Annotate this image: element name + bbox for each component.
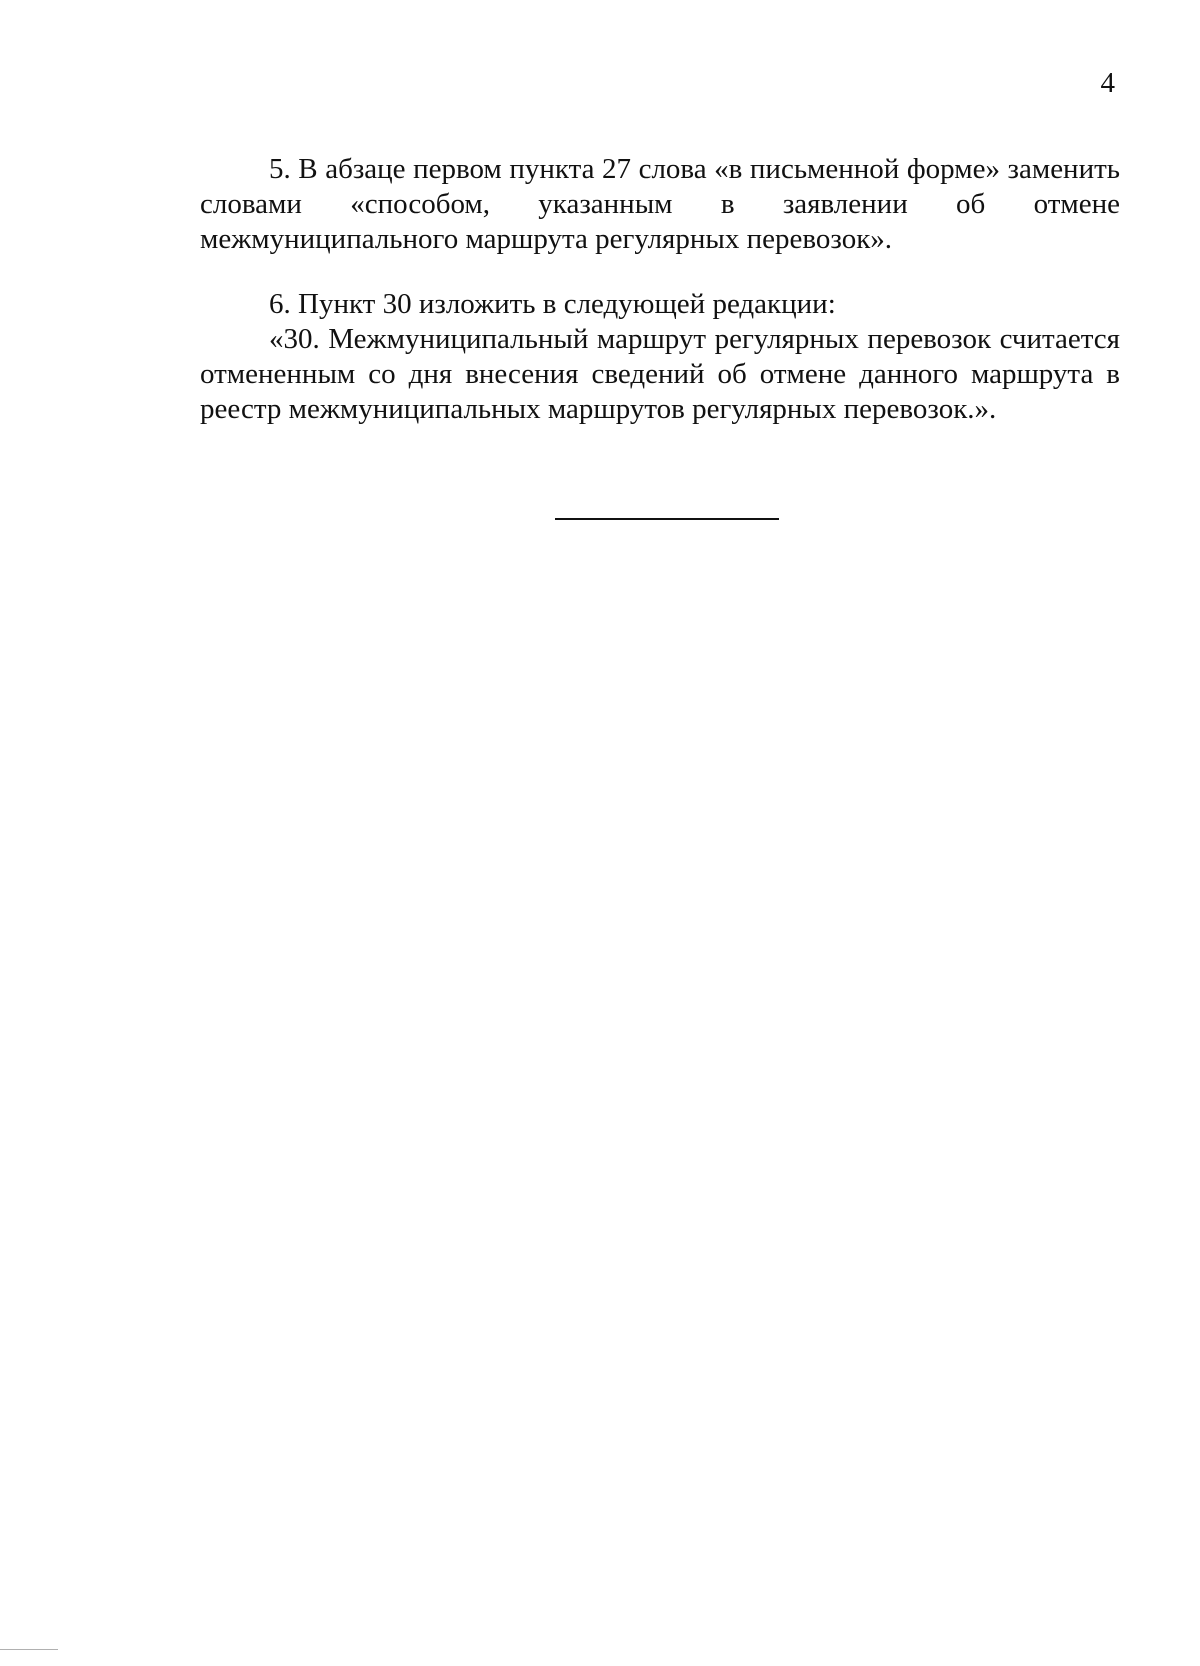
end-of-text-rule	[555, 518, 779, 520]
scan-artifact-line	[0, 1649, 58, 1650]
page-number: 4	[1100, 67, 1115, 99]
paragraph-item-30-quote: «30. Межмуниципальный маршрут регулярных перевозок считается отмененным со дня внесения сведений об отмене данного маршрута в реестр межмуниципальных маршрутов регулярных перевозок.».	[200, 323, 1120, 425]
paragraph-item-5: 5. В абзаце первом пункта 27 слова «в письменной форме» заменить словами «способом, указанным в заявлении об отмене межмуниципального маршрута регулярных перевозок».	[200, 153, 1120, 255]
document-body	[200, 152, 1120, 427]
paragraph-item-6: 6. Пункт 30 изложить в следующей редакции:	[269, 288, 836, 320]
